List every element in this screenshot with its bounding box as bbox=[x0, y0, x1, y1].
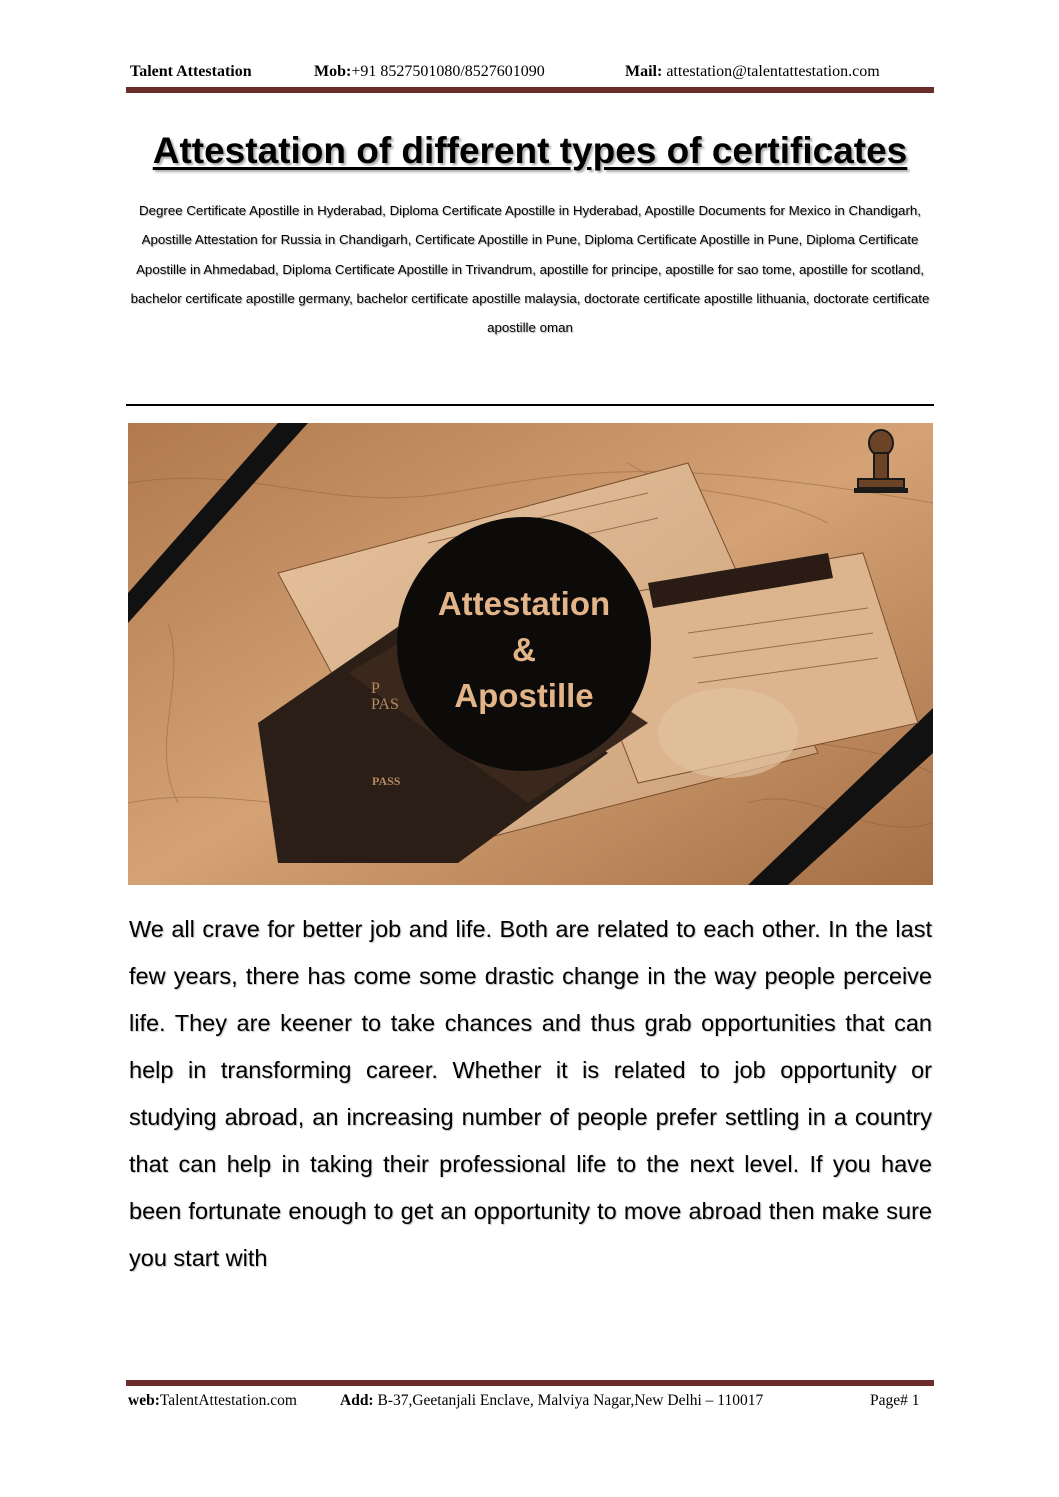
mail-link[interactable]: attestation@talentattestation.com bbox=[666, 63, 880, 80]
footer-web: web:TalentAttestation.com bbox=[128, 1392, 297, 1409]
header-mobile: Mob:+91 8527501080/8527601090 bbox=[314, 63, 545, 80]
keyword-subtitle: Degree Certificate Apostille in Hyderabad, Diploma Certificate Apostille in Hyderabad, Apostille Documents for Mexico in Chandigarh, Apostille Attestation for Russia in Chandigarh, Certificate Apostille in Pune, Diploma Certificate Apostille in Pune, Diploma Certificate Apostille in Ahmedabad, Diploma Certificate Apostille in Trivandrum, apostille for principe, apostille for sao tome, apostille for scotland, bachelor certificate apostille germany, bachelor certificate apostille malaysia, doctorate certificate apostille lithuania, doctorate certificate apostille oman bbox=[130, 203, 930, 336]
badge-line-1: Attestation bbox=[437, 585, 611, 622]
header-rule bbox=[126, 87, 934, 93]
header-mail: Mail: attestation@talentattestation.com bbox=[625, 63, 880, 80]
page-footer bbox=[128, 1392, 933, 1414]
footer-rule bbox=[126, 1380, 934, 1386]
page-number: Page# 1 bbox=[870, 1392, 920, 1409]
section-divider bbox=[126, 404, 934, 406]
badge-line-3: Apostille bbox=[454, 677, 594, 714]
page-header bbox=[130, 63, 933, 85]
page-title: Attestation of different types of certificates bbox=[152, 130, 908, 171]
passport-text-1: PASS bbox=[372, 774, 401, 788]
footer-address: Add: B-37,Geetanjali Enclave, Malviya Nagar,New Delhi – 110017 bbox=[340, 1392, 764, 1409]
body-paragraph: We all crave for better job and life. Both are related to each other. In the last few years, there has come some drastic change in the way people perceive life. They are keener to take chances and thus grab opportunities that can help in transforming career. Whether it is related to job opportunity or studying abroad, an increasing number of people prefer settling in a country that can help in taking their professional life to the next level. If you have been fortunate enough to get an opportunity to move abroad then make sure you start with bbox=[129, 916, 932, 1271]
hero-image bbox=[128, 423, 933, 885]
passport-text-2: PAS bbox=[371, 696, 399, 713]
badge-line-2: & bbox=[512, 631, 536, 668]
company-name: Talent Attestation bbox=[130, 63, 252, 80]
web-link[interactable]: TalentAttestation.com bbox=[159, 1392, 297, 1409]
passport-text-3: P bbox=[371, 680, 380, 697]
